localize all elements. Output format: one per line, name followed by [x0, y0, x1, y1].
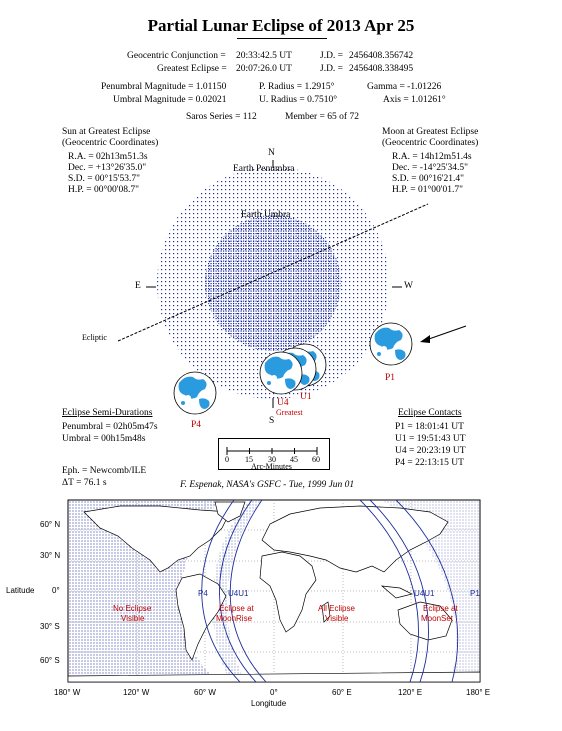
region-no-eclipse-line1: No Eclipse — [113, 604, 152, 613]
moon-dec: Dec. = -14°25'34.5" — [392, 163, 468, 173]
greatest-jd-label: J.D. = — [320, 64, 344, 74]
penumbra-label: Earth Penumbra — [233, 164, 295, 174]
region-moonrise-line2: MoonRise — [216, 614, 253, 623]
penumbral-magnitude: Penumbral Magnitude = 1.01150 — [101, 82, 227, 92]
region-moonset-line1: Eclipse at — [423, 604, 458, 613]
p4-label: P4 — [191, 420, 202, 430]
greatest-eclipse-value: 20:07:26.0 UT — [236, 64, 292, 74]
lat-tick-30n: 30° N — [40, 551, 61, 560]
arrow-head-icon — [420, 335, 430, 343]
latitude-title: Latitude — [6, 586, 35, 595]
penumbral-semi-duration: Penumbral = 02h05m47s — [62, 422, 158, 432]
u1-label: U1 — [300, 392, 312, 402]
lon-tick-0: 0° — [270, 688, 278, 697]
contacts-heading: Eclipse Contacts — [398, 408, 462, 418]
semi-durations-heading: Eclipse Semi-Durations — [62, 408, 153, 418]
region-all-visible-line1: All Eclipse — [318, 604, 355, 613]
umbral-magnitude: Umbral Magnitude = 0.02021 — [113, 95, 227, 105]
gamma: Gamma = -1.01226 — [367, 82, 442, 92]
sun-hp: H.P. = 00°00'08.7" — [68, 185, 139, 195]
credit: F. Espenak, NASA's GSFC - Tue, 1999 Jun 01 — [180, 480, 355, 490]
moon-ra: R.A. = 14h12m51.4s — [392, 152, 472, 162]
moon-u1 — [260, 352, 302, 394]
greatest-jd-value: 2456408.338495 — [349, 64, 414, 74]
contact-p1: P1 = 18:01:41 UT — [395, 422, 464, 432]
map-curve-u4u1-right-label: U4U1 — [414, 589, 435, 598]
lat-tick-0: 0° — [52, 586, 60, 595]
conjunction-value: 20:33:42.5 UT — [236, 51, 292, 61]
lat-tick-30s: 30° S — [40, 622, 60, 631]
lon-tick-180w: 180° W — [54, 688, 81, 697]
moon-p4 — [174, 372, 216, 414]
sun-heading: Sun at Greatest Eclipse — [62, 127, 151, 137]
moon-subheading: (Geocentric Coordinates) — [382, 138, 479, 148]
scale-label: Arc-Minutes — [251, 462, 292, 471]
map-curve-p1-label: P1 — [470, 589, 480, 598]
eclipse-diagram — [0, 140, 562, 430]
sun-ra: R.A. = 02h13m51.3s — [68, 152, 148, 162]
east-label: E — [135, 281, 141, 291]
conjunction-jd-label: J.D. = — [320, 51, 344, 61]
map-curve-p4-label: P4 — [198, 589, 208, 598]
south-label: S — [269, 416, 275, 426]
sun-dec: Dec. = +13°26'35.0" — [68, 163, 147, 173]
map-curve-u4u1-left-label: U4U1 — [228, 589, 249, 598]
earth-umbra — [205, 215, 341, 351]
saros-series: Saros Series = 112 — [186, 112, 257, 122]
axis: Axis = 1.01261° — [383, 95, 446, 105]
u-radius: U. Radius = 0.7510° — [259, 95, 338, 105]
conjunction-jd-value: 2456408.356742 — [349, 51, 414, 61]
conjunction-label: Geocentric Conjunction = — [127, 51, 226, 61]
sun-subheading: (Geocentric Coordinates) — [62, 138, 159, 148]
lon-tick-60w: 60° W — [194, 688, 216, 697]
scale-tick-45: 45 — [290, 455, 298, 464]
title-underline — [237, 38, 327, 39]
scale-tick-60: 60 — [312, 455, 320, 464]
greatest-eclipse-label: Greatest Eclipse = — [157, 64, 227, 74]
ecliptic-label: Ecliptic — [82, 333, 107, 342]
region-moonrise-line1: Eclipse at — [219, 604, 254, 613]
lon-tick-60e: 60° E — [332, 688, 352, 697]
scale-bar-ruler — [225, 447, 321, 455]
lat-tick-60s: 60° S — [40, 656, 60, 665]
umbra-label: Earth Umbra — [241, 210, 291, 220]
north-label: N — [268, 148, 275, 158]
lon-tick-120e: 120° E — [398, 688, 423, 697]
contact-u1: U1 = 19:51:43 UT — [395, 434, 466, 444]
lat-tick-60n: 60° N — [40, 520, 61, 529]
p-radius: P. Radius = 1.2915° — [259, 82, 335, 92]
scale-tick-0: 0 — [225, 455, 229, 464]
lon-tick-120w: 120° W — [123, 688, 150, 697]
u4-label: U4 — [277, 398, 289, 408]
region-all-visible-line2: Visible — [325, 614, 349, 623]
west-label: W — [404, 281, 413, 291]
lon-tick-180e: 180° E — [466, 688, 491, 697]
moon-heading: Moon at Greatest Eclipse — [382, 127, 479, 137]
sun-sd: S.D. = 00°15'53.7" — [68, 174, 141, 184]
moon-sd: S.D. = 00°16'21.4" — [392, 174, 465, 184]
moon-p1 — [370, 323, 412, 365]
contact-p4: P4 = 22:13:15 UT — [395, 458, 464, 468]
p1-label: P1 — [385, 373, 396, 383]
saros-member: Member = 65 of 72 — [285, 112, 359, 122]
greatest-label: Greatest — [276, 408, 303, 417]
umbral-semi-duration: Umbral = 00h15m48s — [62, 434, 146, 444]
delta-t: ΔT = 76.1 s — [62, 478, 107, 488]
scale-tick-30: 30 — [268, 455, 276, 464]
ephemeris: Eph. = Newcomb/ILE — [62, 466, 147, 476]
longitude-title: Longitude — [251, 699, 287, 708]
scale-tick-15: 15 — [245, 455, 253, 464]
p1-arrow — [426, 326, 466, 340]
region-moonset-line2: MoonSet — [421, 614, 454, 623]
page-title: Partial Lunar Eclipse of 2013 Apr 25 — [147, 16, 415, 35]
region-no-eclipse-line2: Visible — [121, 614, 145, 623]
moon-hp: H.P. = 01°00'01.7" — [392, 185, 463, 195]
contact-u4: U4 = 20:23:19 UT — [395, 446, 466, 456]
